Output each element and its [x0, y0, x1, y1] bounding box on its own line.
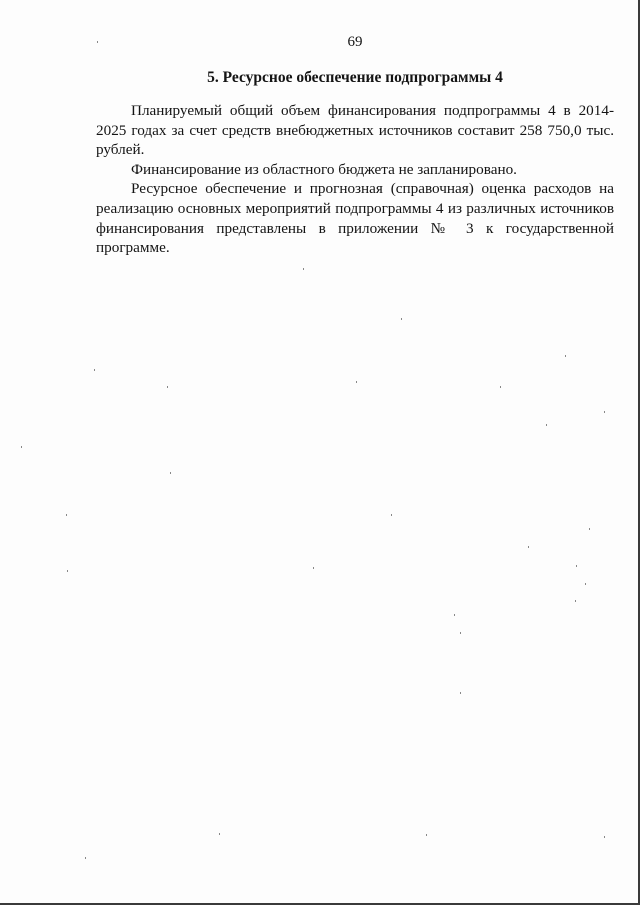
- section-body: [96, 101, 614, 258]
- page-number: 69: [347, 34, 363, 50]
- scan-speck: [460, 632, 461, 634]
- scan-speck: [460, 692, 461, 694]
- paragraph-regional-budget: Финансирование из областного бюджета не запланировано.: [131, 160, 517, 178]
- scan-speck: [426, 834, 427, 836]
- scan-speck: [94, 369, 95, 371]
- scan-speck: [401, 318, 402, 320]
- scan-speck: [585, 583, 586, 585]
- scan-speck: [454, 614, 455, 616]
- scan-speck: [604, 836, 605, 838]
- scan-speck: [576, 565, 577, 567]
- scan-speck: [97, 41, 98, 43]
- scan-speck: [546, 424, 547, 426]
- scan-speck: [565, 355, 566, 357]
- scan-speck: [85, 857, 86, 859]
- scan-speck: [575, 600, 576, 602]
- scan-speck: [500, 386, 501, 388]
- paragraph-resource-appendix: Ресурсное обеспечение и прогнозная (справочная) оценка расходов на реализацию основных мероприятий подпрограммы 4 из различных источников финансирования представлены в приложении № 3 к государственной программе.: [96, 180, 614, 257]
- scan-speck: [66, 514, 67, 516]
- scan-speck: [67, 570, 68, 572]
- scan-speck: [356, 381, 357, 383]
- scan-speck: [604, 411, 605, 413]
- scan-speck: [528, 546, 529, 548]
- scan-speck: [313, 567, 314, 569]
- scan-speck: [391, 514, 392, 516]
- scan-speck: [21, 446, 22, 448]
- scan-speck: [589, 528, 590, 530]
- scan-speck: [167, 386, 168, 388]
- scan-speck: [170, 472, 171, 474]
- paragraph-funding-total: Планируемый общий объем финансирования подпрограммы 4 в 2014-2025 годах за счет средств внебюджетных источников составит 258 750,0 тыс. рублей.: [96, 102, 614, 159]
- scan-speck: [219, 833, 220, 835]
- section-heading: 5. Ресурсное обеспечение подпрограммы 4: [207, 69, 503, 86]
- scan-speck: [303, 268, 304, 270]
